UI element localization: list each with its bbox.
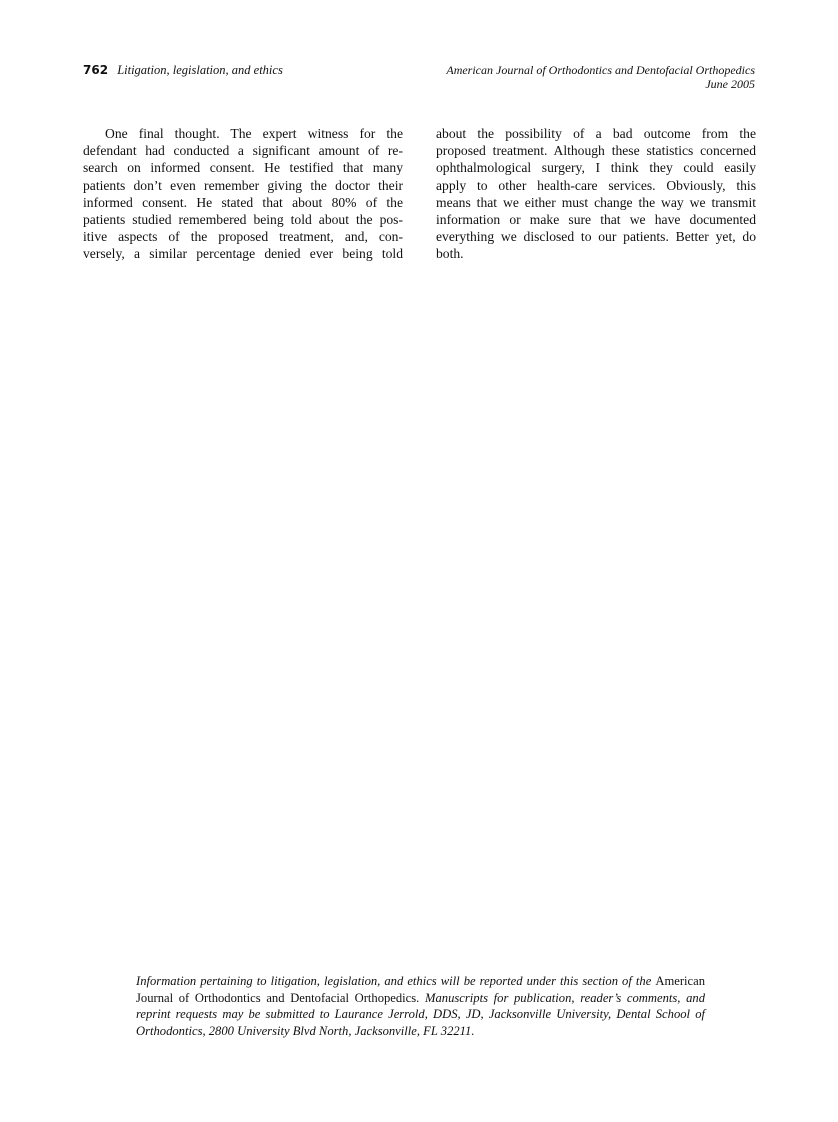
text-line: One final thought. The expert witness for the xyxy=(105,126,403,141)
footnote-text: Information pertaining to litigation, legislation, and ethics will be reported under this section of the xyxy=(136,974,656,988)
footnote-text: Journal of Orthodontics and Dentofacial Orthopedics. xyxy=(136,990,425,1005)
body-column-left xyxy=(83,125,403,263)
text-line: proposed treatment. Although these statistics concerned xyxy=(436,143,756,159)
page-number: 762 xyxy=(83,63,109,77)
footnote-text: American xyxy=(655,974,705,988)
text-line: defendant had conducted a significant amount of re- xyxy=(83,143,403,159)
text-line: apply to other health-care services. Obviously, this xyxy=(436,177,756,193)
footnote-text: Manuscripts for publication, reader’s comments, and xyxy=(425,990,705,1005)
footnote-line xyxy=(136,990,705,1007)
text-line: search on informed consent. He testified that many xyxy=(83,160,403,176)
footnote-line: Orthodontics, 2800 University Blvd North, Jacksonville, FL 32211. xyxy=(136,1023,475,1038)
footnote-line: reprint requests may be submitted to Laurance Jerrold, DDS, JD, Jacksonville University, Dental School of xyxy=(136,1007,705,1021)
text-line: everything we disclosed to our patients. Better yet, do xyxy=(436,229,756,245)
text-line: patients studied remembered being told about the pos- xyxy=(83,212,403,228)
body-column-right xyxy=(436,125,756,263)
text-line: patients don’t even remember giving the doctor their xyxy=(83,177,403,193)
section-title: Litigation, legislation, and ethics xyxy=(117,63,283,77)
section-footnote xyxy=(136,973,705,1039)
text-line: itive aspects of the proposed treatment, and, con- xyxy=(83,229,403,245)
journal-title: American Journal of Orthodontics and Dentofacial Orthopedics xyxy=(446,63,755,77)
text-line: ophthalmological surgery, I think they could easily xyxy=(436,160,756,176)
text-line: information or make sure that we have documented xyxy=(436,212,756,228)
footnote-line xyxy=(136,973,705,990)
running-header-left xyxy=(83,63,283,78)
text-line: means that we either must change the way we transmit xyxy=(436,194,756,210)
issue-date: June 2005 xyxy=(705,77,755,91)
text-line: both. xyxy=(436,246,464,262)
text-line: informed consent. He stated that about 80% of the xyxy=(83,194,403,210)
text-line: versely, a similar percentage denied ever being told xyxy=(83,246,403,262)
running-header-right xyxy=(446,63,755,91)
text-line: about the possibility of a bad outcome from the xyxy=(436,126,756,141)
